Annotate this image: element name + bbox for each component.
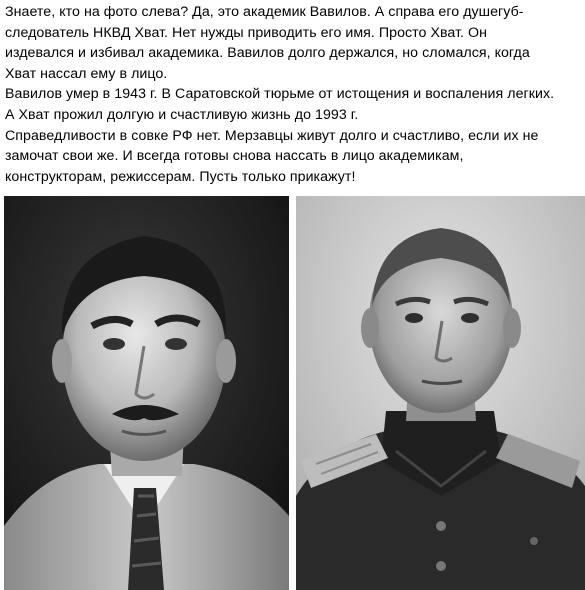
post-text-line: конструкторам, режиссерам. Пусть только прикажут!: [5, 168, 356, 185]
post-text-line: замочат свои же. И всегда готовы снова нассать в лицо академикам,: [5, 148, 464, 165]
left-portrait-photo[interactable]: [4, 196, 289, 590]
post-text-line: следователь НКВД Хват. Нет нужды приводить его имя. Просто Хват. Он: [5, 24, 487, 41]
post-text-line: Вавилов умер в 1943 г. В Саратовской тюрьме от истощения и воспаления легких.: [5, 86, 555, 103]
post-text-line: Знаете, кто на фото слева? Да, это академик Вавилов. А справа его душегуб-: [5, 4, 524, 20]
portrait-photo-icon: [4, 196, 289, 590]
post-text-line: Справедливости в совке РФ нет. Мерзавцы живут долго и счастливо, если их не: [5, 127, 539, 144]
right-portrait-photo[interactable]: [296, 196, 585, 590]
post-text: [5, 2, 583, 187]
post-text-line: издевался и избивал академика. Вавилов долго держался, но сломался, когда: [5, 45, 530, 62]
post-text-line: А Хват прожил долгую и счастливую жизнь до 1993 г.: [5, 106, 359, 123]
post-text-line: Хват нассал ему в лицо.: [5, 65, 168, 82]
photo-pair: [0, 196, 585, 590]
portrait-photo-icon: [296, 196, 585, 590]
